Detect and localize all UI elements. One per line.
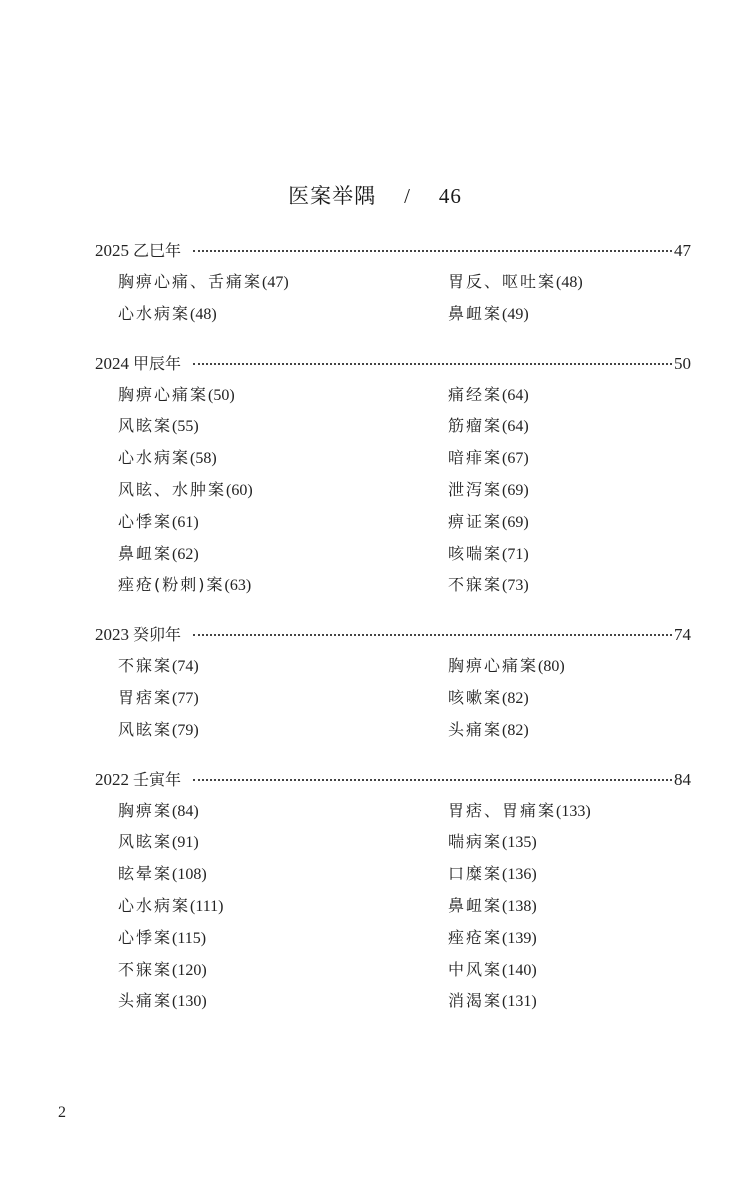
toc-entry bbox=[118, 298, 448, 330]
section-year: 2025 bbox=[95, 241, 129, 260]
entry-label: 风眩案 bbox=[118, 719, 173, 739]
header-separator: / bbox=[404, 184, 411, 208]
dot-leader bbox=[193, 779, 672, 781]
dot-leader bbox=[193, 634, 672, 636]
section-entries bbox=[95, 795, 691, 1018]
entry-page: (69) bbox=[502, 481, 529, 499]
entry-label: 风眩、水肿案 bbox=[118, 479, 227, 499]
entry-label: 喑痱案 bbox=[448, 448, 503, 468]
toc-entry bbox=[118, 954, 448, 986]
toc-entry bbox=[448, 474, 714, 506]
entry-page: (111) bbox=[190, 897, 224, 915]
entry-label: 喘病案 bbox=[448, 832, 503, 852]
entry-page: (80) bbox=[538, 658, 565, 676]
entry-page: (91) bbox=[172, 834, 199, 852]
entry-label: 胃反、呕吐案 bbox=[448, 272, 557, 291]
entry-page: (140) bbox=[502, 961, 537, 979]
entry-label: 筋瘤案 bbox=[448, 416, 503, 436]
toc-entry bbox=[448, 569, 714, 601]
entry-label: 胃痞、胃痛案 bbox=[448, 800, 557, 820]
dot-leader bbox=[193, 250, 672, 252]
entry-label: 胃痞案 bbox=[118, 687, 173, 707]
entry-label: 头痛案 bbox=[118, 991, 173, 1011]
toc-entry bbox=[448, 379, 714, 411]
section-title: 甲辰年 bbox=[133, 353, 182, 373]
entry-label: 胸痹心痛案 bbox=[118, 384, 209, 404]
entry-page: (84) bbox=[172, 802, 199, 820]
toc-entry bbox=[448, 538, 714, 570]
entry-page: (61) bbox=[172, 513, 199, 531]
entry-page: (120) bbox=[172, 961, 207, 979]
entry-page: (58) bbox=[190, 450, 217, 468]
entry-label: 胸痹案 bbox=[118, 800, 173, 820]
toc-entry bbox=[118, 442, 448, 474]
entry-label: 心悸案 bbox=[118, 927, 173, 947]
entry-label: 痛经案 bbox=[448, 384, 503, 404]
entry-label: 眩晕案 bbox=[118, 864, 173, 884]
header-title: 医案举隅 bbox=[288, 184, 377, 208]
toc-entry bbox=[118, 266, 448, 298]
toc-entry bbox=[448, 985, 714, 1017]
dot-leader bbox=[193, 363, 672, 365]
entry-label: 心悸案 bbox=[118, 511, 173, 531]
entry-page: (48) bbox=[556, 274, 583, 291]
toc-section-2024 bbox=[95, 351, 691, 602]
toc-entry bbox=[118, 922, 448, 954]
section-page: 47 bbox=[674, 241, 691, 260]
entry-label: 鼻衄案 bbox=[448, 895, 503, 915]
table-of-contents bbox=[95, 238, 691, 1038]
entry-label: 鼻衄案 bbox=[448, 303, 503, 323]
entry-label: 心水病案 bbox=[118, 895, 191, 915]
entry-page: (67) bbox=[502, 450, 529, 468]
entry-page: (79) bbox=[172, 721, 199, 739]
section-year: 2022 bbox=[95, 769, 129, 789]
entry-label: 痹证案 bbox=[448, 511, 503, 531]
toc-entry bbox=[118, 538, 448, 570]
section-title: 癸卯年 bbox=[133, 625, 182, 645]
toc-entry bbox=[118, 506, 448, 538]
toc-entry bbox=[448, 714, 714, 746]
toc-entry bbox=[118, 569, 448, 601]
toc-section-2022 bbox=[95, 767, 691, 1018]
toc-entry bbox=[118, 379, 448, 411]
entry-label: 心水病案 bbox=[118, 448, 191, 468]
toc-entry bbox=[118, 410, 448, 442]
entry-page: (64) bbox=[502, 418, 529, 436]
entry-page: (131) bbox=[502, 993, 537, 1011]
entry-page: (64) bbox=[502, 386, 529, 404]
section-year: 2024 bbox=[95, 353, 129, 373]
toc-entry bbox=[118, 890, 448, 922]
entry-label: 风眩案 bbox=[118, 832, 173, 852]
entry-page: (62) bbox=[172, 545, 199, 563]
entry-page: (74) bbox=[172, 658, 199, 676]
entry-label: 风眩案 bbox=[118, 416, 173, 436]
entry-label: 咳嗽案 bbox=[448, 687, 503, 707]
section-heading bbox=[95, 767, 691, 791]
entry-label: 口糜案 bbox=[448, 864, 503, 884]
entry-page: (136) bbox=[502, 866, 537, 884]
entry-page: (82) bbox=[502, 689, 529, 707]
entry-page: (50) bbox=[208, 386, 235, 404]
entry-label: 消渴案 bbox=[448, 991, 503, 1011]
entry-page: (115) bbox=[172, 929, 207, 947]
toc-entry bbox=[448, 442, 714, 474]
entry-page: (82) bbox=[502, 721, 529, 739]
entry-page: (77) bbox=[172, 689, 199, 707]
section-page: 74 bbox=[674, 625, 691, 645]
toc-entry bbox=[448, 954, 714, 986]
section-heading bbox=[95, 238, 691, 262]
toc-entry bbox=[118, 858, 448, 890]
section-year: 2023 bbox=[95, 625, 129, 645]
toc-section-2025 bbox=[95, 238, 691, 330]
section-heading bbox=[95, 351, 691, 375]
entry-label: 不寐案 bbox=[448, 575, 503, 595]
entry-page: (49) bbox=[502, 305, 529, 323]
entry-page: (108) bbox=[172, 866, 207, 884]
entry-page: (133) bbox=[556, 802, 591, 820]
entry-label: 不寐案 bbox=[118, 959, 173, 979]
section-entries bbox=[95, 650, 691, 745]
toc-entry bbox=[118, 714, 448, 746]
entry-label: 痤疮(粉刺)案 bbox=[118, 575, 225, 595]
toc-entry bbox=[448, 650, 714, 682]
entry-label: 咳喘案 bbox=[448, 543, 503, 563]
entry-page: (47) bbox=[262, 274, 289, 291]
section-heading bbox=[95, 622, 691, 646]
entry-page: (55) bbox=[172, 418, 199, 436]
entry-label: 泄泻案 bbox=[448, 479, 503, 499]
toc-section-2023 bbox=[95, 622, 691, 745]
toc-entry bbox=[118, 682, 448, 714]
toc-entry bbox=[448, 858, 714, 890]
entry-label: 心水病案 bbox=[118, 303, 191, 323]
toc-entry bbox=[448, 266, 714, 298]
toc-entry bbox=[118, 474, 448, 506]
page-folio: 2 bbox=[58, 1104, 66, 1121]
toc-entry bbox=[118, 826, 448, 858]
entry-page: (69) bbox=[502, 513, 529, 531]
section-page: 50 bbox=[674, 353, 691, 373]
entry-page: (48) bbox=[190, 305, 217, 323]
entry-label: 痤疮案 bbox=[448, 927, 503, 947]
toc-entry bbox=[448, 298, 714, 330]
toc-entry bbox=[448, 506, 714, 538]
toc-entry bbox=[118, 795, 448, 827]
entry-page: (73) bbox=[502, 577, 529, 595]
entry-label: 胸痹心痛案 bbox=[448, 656, 539, 676]
section-title: 乙巳年 bbox=[133, 241, 182, 260]
section-title: 壬寅年 bbox=[133, 769, 182, 789]
entry-label: 中风案 bbox=[448, 959, 503, 979]
entry-label: 胸痹心痛、舌痛案 bbox=[118, 272, 263, 291]
section-entries bbox=[95, 379, 691, 602]
entry-page: (139) bbox=[502, 929, 537, 947]
section-page: 84 bbox=[674, 769, 691, 789]
header-page-number: 46 bbox=[438, 184, 462, 208]
toc-entry bbox=[118, 985, 448, 1017]
toc-entry bbox=[448, 795, 714, 827]
entry-page: (138) bbox=[502, 897, 537, 915]
entry-page: (130) bbox=[172, 993, 207, 1011]
entry-page: (71) bbox=[502, 545, 529, 563]
entry-page: (63) bbox=[224, 577, 252, 595]
section-entries bbox=[95, 266, 691, 330]
toc-entry bbox=[448, 890, 714, 922]
running-header bbox=[0, 180, 750, 210]
toc-entry bbox=[448, 682, 714, 714]
entry-label: 不寐案 bbox=[118, 656, 173, 676]
entry-page: (60) bbox=[226, 481, 253, 499]
entry-page: (135) bbox=[502, 834, 537, 852]
entry-label: 头痛案 bbox=[448, 719, 503, 739]
toc-entry bbox=[448, 410, 714, 442]
toc-entry bbox=[448, 922, 714, 954]
toc-entry bbox=[448, 826, 714, 858]
toc-entry bbox=[118, 650, 448, 682]
entry-label: 鼻衄案 bbox=[118, 543, 173, 563]
